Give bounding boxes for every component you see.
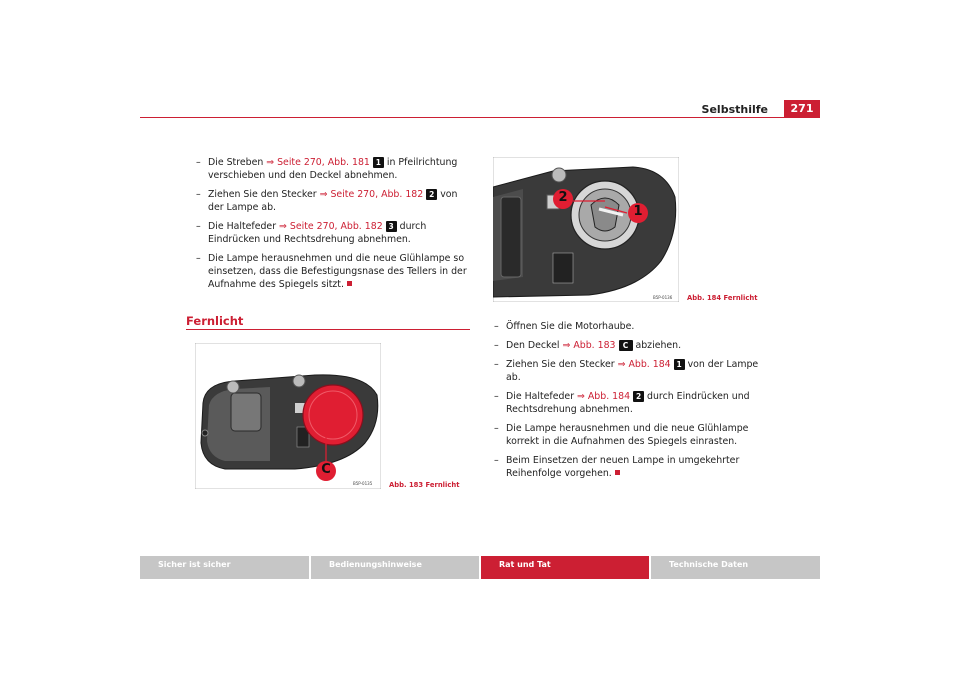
figure-link[interactable]: Abb. 183 [570,340,616,351]
step-reassemble: – Beim Einsetzen der neuen Lampe in umgekehrter Reihenfolge vorgehen. [494,455,740,479]
callout-badge: 1 [674,359,685,370]
section-rule [186,329,470,330]
figure-code: B5P-0135 [353,481,373,486]
figure-184 [493,157,679,302]
callout-1: 1 [633,204,643,219]
step-remove-cover: – Die Streben ⇒ Seite 270, Abb. 181 1 in Pfeilrichtung verschieben und den Deckel abnehmen. [196,157,458,181]
step-open-hood: – Öffnen Sie die Motorhaube. [494,321,635,332]
step-pull-connector: – Ziehen Sie den Stecker ⇒ Seite 270, Abb. 182 2 von der Lampe ab. [196,189,458,213]
left-instructions [186,156,472,297]
page-link[interactable]: Seite 270, Abb. 182 [286,221,383,232]
figure-caption: Abb. 183 Fernlicht [389,481,460,489]
section-title: Fernlicht [186,314,244,328]
figure-caption: Abb. 184 Fernlicht [687,294,758,302]
headlight-illustration-open [493,157,679,302]
step-remove-cover: – Den Deckel ⇒ Abb. 183 C abziehen. [494,340,682,351]
page-link[interactable]: Seite 270, Abb. 181 [274,157,370,168]
callout-badge: C [619,340,633,351]
callout-2: 2 [558,190,568,205]
callout-badge: 2 [633,391,644,402]
end-mark [347,281,352,286]
end-mark [615,470,620,475]
footer-tab-help[interactable]: Rat und Tat [481,556,649,579]
step-pull-connector: – Ziehen Sie den Stecker ⇒ Abb. 184 1 von der Lampe ab. [494,359,759,383]
callout-badge: 1 [373,157,384,168]
right-instructions [484,320,774,486]
figure-link[interactable]: Abb. 184 [584,391,631,402]
step-remove-spring: – Die Haltefeder ⇒ Abb. 184 2 durch Eindrücken und Rechtsdrehung abnehmen. [494,391,750,415]
figure-183 [195,343,381,489]
footer-tab-safety[interactable]: Sicher ist sicher [140,556,309,579]
footer-tab-operation[interactable]: Bedienungshinweise [311,556,479,579]
step-remove-spring: – Die Haltefeder ⇒ Seite 270, Abb. 182 3 durch Eindrücken und Rechtsdrehung abnehmen. [196,221,427,245]
footer-tab-technical[interactable]: Technische Daten [651,556,820,579]
page-link[interactable]: Seite 270, Abb. 182 [327,189,424,200]
page-header-title: Selbsthilfe [701,103,768,116]
header-rule [140,117,820,118]
step-insert-bulb: – Die Lampe herausnehmen und die neue Glühlampe so einsetzen, dass die Befestigungsnase des Tellers in der Aufnahme des Spiegels sitzt. [196,253,467,290]
callout-badge: 3 [386,221,397,232]
figure-code: B5P-0136 [653,295,673,300]
callout-badge: 2 [426,189,437,200]
page-number: 271 [784,100,820,118]
figure-link[interactable]: Abb. 184 [625,359,671,370]
headlight-illustration [195,343,381,489]
step-insert-bulb: – Die Lampe herausnehmen und die neue Glühlampe korrekt in die Aufnahmen des Spiegels einrasten. [494,423,749,447]
callout-c: C [321,462,331,477]
